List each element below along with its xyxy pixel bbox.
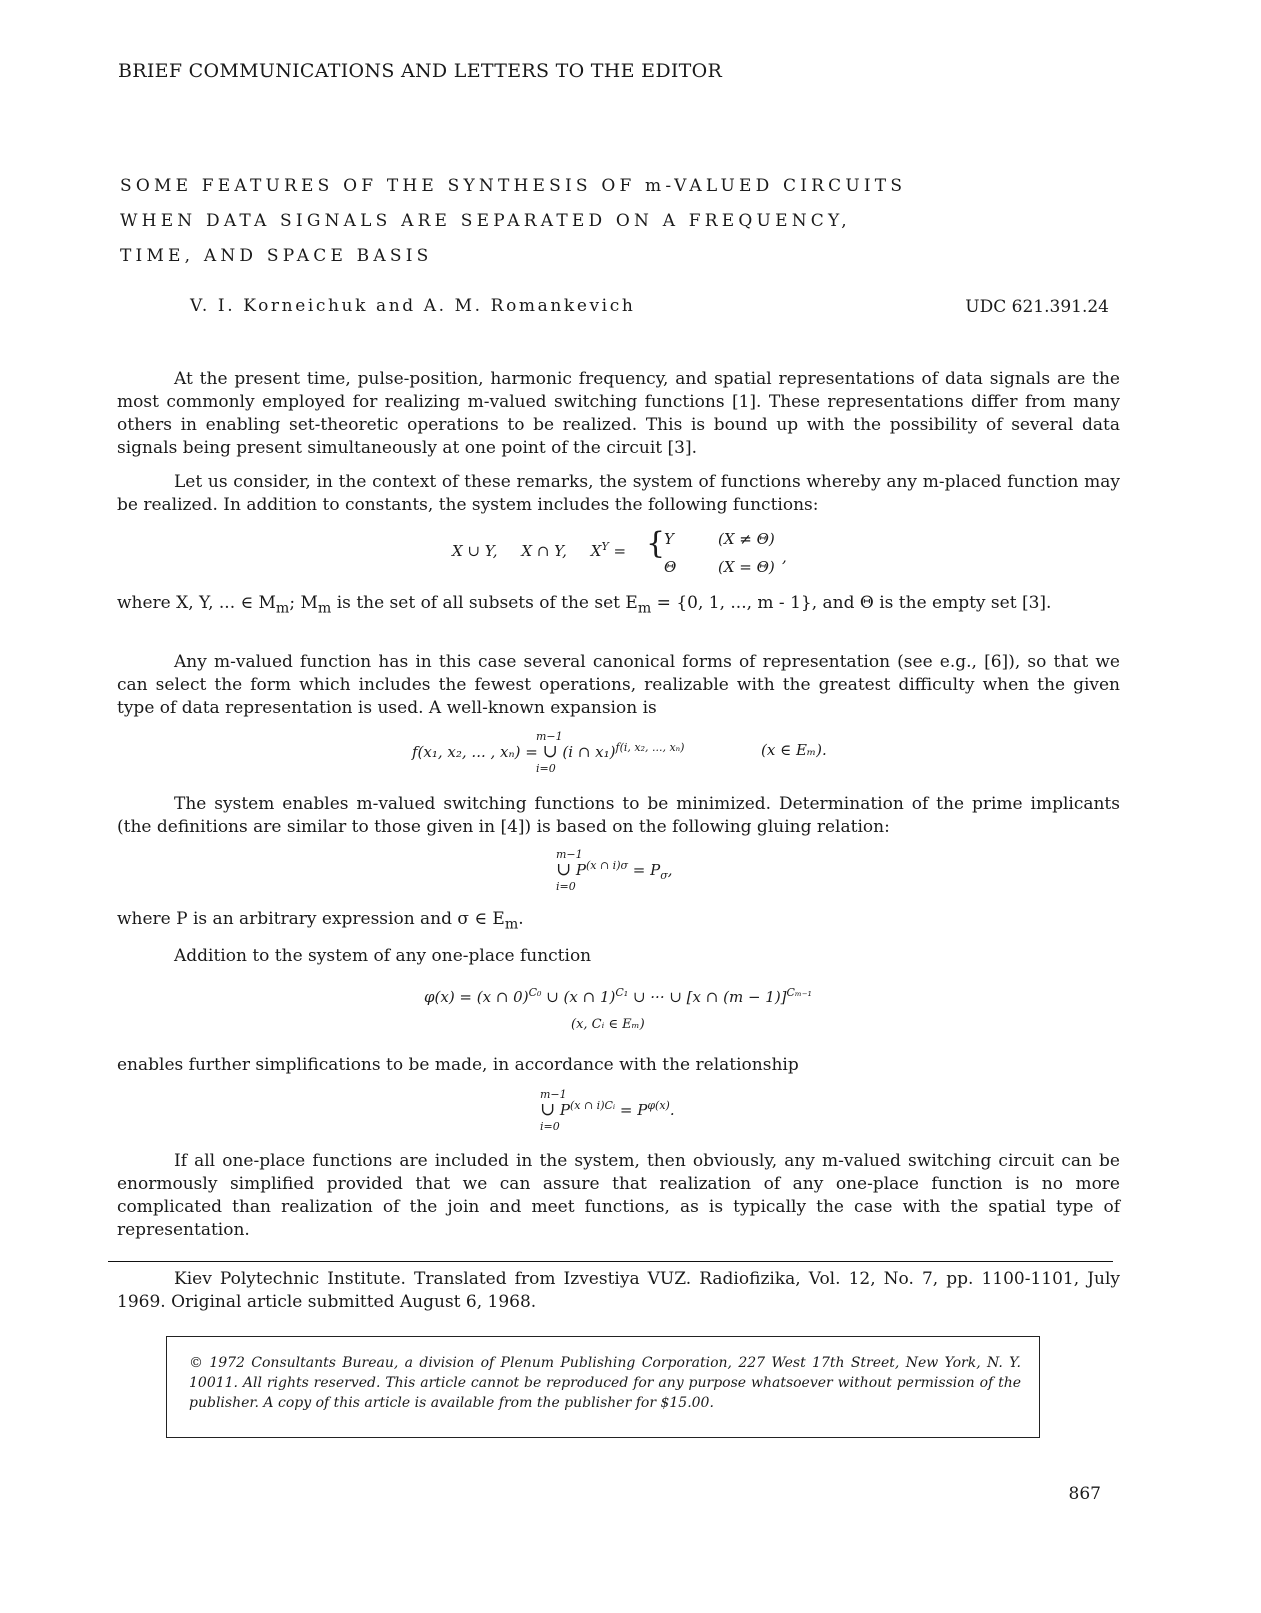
paragraph-1: At the present time, pulse-position, harmonic frequency, and spatial representations of data signals are the most commonly employed for realizing m-valued switching functions [1]. These representations differ from many others in enabling set-theoretic operations to be realized. This is bound up with the possibility of several data signals being present simultaneously at one point of the circuit [3]. <box>117 369 1120 458</box>
formula-comma: , <box>782 548 787 566</box>
affiliation-footnote: Kiev Polytechnic Institute. Translated from Izvestiya VUZ. Radiofizika, Vol. 12, No. 7, pp. 1100-1101, July 1969. Original article submitted August 6, 1968. <box>117 1269 1120 1312</box>
paragraph-5: The system enables m-valued switching functions to be minimized. Determination of the prime implicants (the definitions are similar to those given in [4]) is based on the following gluing relation: <box>117 794 1120 837</box>
formula-expansion-lower: i=0 <box>536 762 556 775</box>
formula-lhs: X <box>590 542 602 560</box>
formula-expansion: f(x₁, x₂, ... , xₙ) = ∪ (i ∩ x₁)$^{f(i, x_2, ..., x_n)}$ <box>412 741 685 762</box>
paragraph-8: enables further simplifications to be made, in accordance with the relationship <box>117 1055 799 1075</box>
paragraph-6: where P is an arbitrary expression and σ ∈ $E_m$. <box>117 909 524 933</box>
formula-lhs-sup: Y <box>601 540 609 553</box>
formula-one-place-function: φ(x) = (x ∩ 0)$^{C_0}$ ∪ (x ∩ 1)$^{C_1}$ ∪ ··· ∪ [x ∩ (m − 1)]$^{C_{m-1}}$ <box>424 986 812 1006</box>
formula-equals: = <box>613 542 627 560</box>
paragraph-9: If all one-place functions are included in the system, then obviously, any m-valued switching circuit can be enormously simplified provided that we can assure that realization of any one-place function is no more complicated than realization of the join and meet functions, as is typically the case with the spatial type of representation. <box>117 1151 1120 1240</box>
udc-code: UDC 621.391.24 <box>965 297 1109 317</box>
authors: V. I. Korneichuk and A. M. Romankevich <box>190 296 636 316</box>
paragraph-3: where X, Y, ... ∈ $M_m$; $M_m$ is the set of all subsets of the set $E_m = \{0$, 1, ..., m - 1}, and Θ is the empty set [3]. <box>117 593 1052 617</box>
formula-intersection: X ∩ Y, <box>521 542 567 560</box>
formula-relationship-upper: m−1 <box>540 1088 567 1101</box>
paragraph-4: Any m-valued function has in this case several canonical forms of representation (see e.g., [6]), so that we can select the form which includes the fewest operations, realizable with the greatest difficulty when the given type of data representation is used. A well-known expansion is <box>117 652 1120 718</box>
article-title-line-3: TIME, AND SPACE BASIS <box>120 246 433 266</box>
paragraph-2: Let us consider, in the context of these remarks, the system of functions whereby any m-placed function may be realized. In addition to constants, the system includes the following functions: <box>117 472 1120 515</box>
formula-case-1-value: Y <box>664 530 674 548</box>
formula-gluing: ∪ $P^{(x \cap i)\sigma} = P_\sigma$, <box>556 859 673 882</box>
paragraph-7: Addition to the system of any one-place function <box>174 946 592 966</box>
formula-gluing-lower: i=0 <box>556 880 576 893</box>
formula-brace: { <box>646 526 666 561</box>
footnote-divider <box>108 1261 1113 1262</box>
formula-case-2-condition: (X = Θ) <box>718 558 775 576</box>
article-title-line-1: SOME FEATURES OF THE SYNTHESIS OF m-VALUED CIRCUITS <box>120 176 907 196</box>
formula-expansion-upper: m−1 <box>536 730 563 743</box>
formula-case-2-value: Θ <box>664 558 677 576</box>
formula-relationship-lower: i=0 <box>540 1120 560 1133</box>
page-number: 867 <box>1068 1484 1101 1504</box>
formula-gluing-upper: m−1 <box>556 848 583 861</box>
formula-set-operations <box>452 540 626 560</box>
formula-one-place-condition: (x, Cᵢ ∈ Eₘ) <box>571 1017 645 1032</box>
copyright-box <box>166 1336 1040 1438</box>
formula-case-1-condition: (X ≠ Θ) <box>718 530 775 548</box>
formula-relationship: ∪ $P^{(x \cap i)Cᵢ} = P^{\varphi(x)}$. <box>540 1099 675 1120</box>
article-title-line-2: WHEN DATA SIGNALS ARE SEPARATED ON A FREQUENCY, <box>120 211 851 231</box>
copyright-notice: © 1972 Consultants Bureau, a division of Plenum Publishing Corporation, 227 West 17th Street, New York, N. Y. 10011. All rights reserved. This article cannot be reproduced for any purpose whatsoever without permission of the publisher. A copy of this article is available from the publisher for $15.00. <box>189 1355 1021 1411</box>
formula-union: X ∪ Y, <box>452 542 498 560</box>
formula-expansion-condition: (x ∈ Eₘ). <box>761 741 827 759</box>
section-heading: BRIEF COMMUNICATIONS AND LETTERS TO THE EDITOR <box>118 60 723 82</box>
